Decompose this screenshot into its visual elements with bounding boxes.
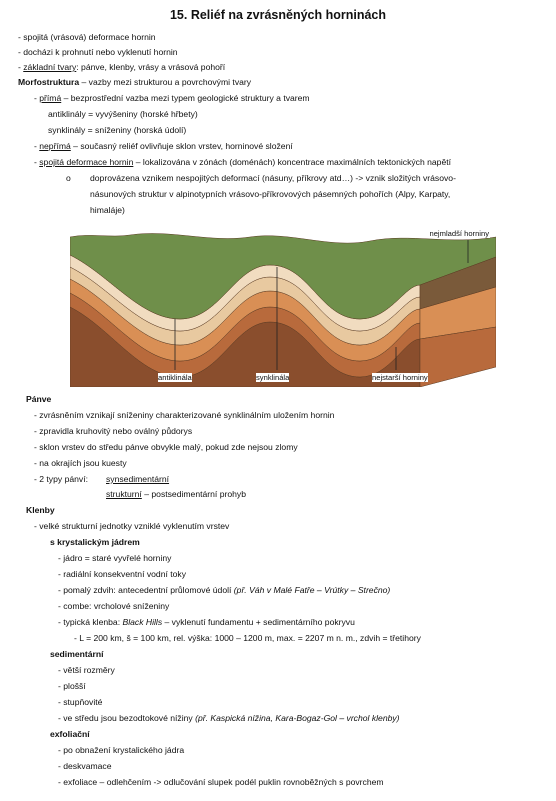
sedimentarni-heading: sedimentární: [50, 649, 104, 659]
sedimentarni-item-2: - plošší: [58, 681, 86, 691]
prima-dash: -: [34, 93, 40, 103]
basic-forms-line: [18, 62, 225, 73]
krystalicke-dimensions: - L = 200 km, š = 100 km, rel. výška: 1000 – 1200 m, max. = 2207 m n. m., zdvih = třetihory: [74, 633, 421, 643]
panve-types-prefix: - 2 typy pánví:: [34, 474, 88, 484]
prima-line: [34, 93, 310, 104]
label-youngest-rocks: nejmladší horniny: [429, 229, 489, 238]
pomaly-example: (př. Váh v Malé Fatře – Vrútky – Strečno): [233, 585, 391, 595]
typicka-example: Black Hills: [122, 617, 163, 627]
fold-block-svg: [70, 227, 496, 387]
panve-item-1: - zvrásněním vznikají sníženiny charakterizované synklinálním uložením hornin: [34, 410, 335, 420]
krystalicke-item-1: - jádro = staré vyvřelé horniny: [58, 553, 172, 563]
sedimentarni-stred-line: [58, 713, 400, 724]
intro-line-2: - docházi k prohnutí nebo vyklenutí hornin: [18, 47, 178, 57]
basic-forms-label: základní tvary: [23, 62, 77, 72]
krystalicke-pomaly-line: [58, 585, 390, 596]
fold-block-diagram: [70, 227, 496, 387]
panve-item-4: - na okrajích jsou kuesty: [34, 458, 127, 468]
label-antiklinala: antiklinála: [158, 373, 192, 382]
sedimentarni-item-3: - stupňovité: [58, 697, 103, 707]
spojita-rest: – lokalizována v zónách (doménách) koncentrace maximálních tektonických napětí: [133, 157, 452, 167]
neprima-dash: -: [34, 141, 40, 151]
intro-line-1: - spojitá (vrásová) deformace hornin: [18, 32, 156, 42]
klenby-intro: - velké strukturní jednotky vzniklé vyklenutím vrstev: [34, 521, 230, 531]
spojita-label: spojitá deformace hornin: [39, 157, 134, 167]
neprima-line: [34, 141, 293, 152]
prima-rest: – bezprostřední vazba mezi typem geologické struktury a tvarem: [61, 93, 310, 103]
spojita-dash: -: [34, 157, 40, 167]
morfostruktura-line: [18, 77, 251, 88]
stred-example: (př. Kaspická nížina, Kara-Bogaz-Gol – vrchol klenby): [195, 713, 400, 723]
synklinaly-line: synklinály = sníženiny (horská údolí): [48, 125, 187, 135]
krystalicke-combe: - combe: vrcholové sníženiny: [58, 601, 170, 611]
pomaly-prefix: - pomalý zdvih: antecedentní průlomové údolí: [58, 585, 234, 595]
antiklinaly-line: antiklinály = vyvýšeniny (horské hřbety): [48, 109, 198, 119]
spojita-line: [34, 157, 451, 168]
page-title: 15. Reliéf na zvrásněných horninách: [169, 8, 387, 22]
exfoliacni-item-2: - deskvamace: [58, 761, 112, 771]
panve-type-synsedimentarni: synsedimentární: [106, 474, 170, 484]
panve-heading: Pánve: [26, 394, 52, 404]
krystalicke-typicka-line: [58, 617, 355, 628]
exfoliacni-heading: exfoliační: [50, 729, 90, 739]
panve-type-strukturni: strukturní: [106, 489, 142, 499]
panve-item-3: - sklon vrstev do středu pánve obvykle malý, pokud zde nejsou zlomy: [34, 442, 298, 452]
exfoliacni-item-1: - po obnažení krystalického jádra: [58, 745, 185, 755]
stred-prefix: - ve středu jsou bezodtokové nížiny: [58, 713, 196, 723]
klenby-heading: Klenby: [26, 505, 55, 515]
typicka-prefix: - typická klenba:: [58, 617, 123, 627]
spojita-detail-2: násunových struktur v alpinotypních vrásovo-příkrovových pásemných pohořích (Alpy, Karpaty,: [90, 189, 451, 199]
label-synklinala: synklinála: [256, 373, 290, 382]
neprima-label: nepřímá: [39, 141, 71, 151]
spojita-detail-3: himaláje): [90, 205, 125, 215]
typicka-rest: – vyklenutí fundamentu + sedimentárního pokryvu: [162, 617, 355, 627]
basic-forms-rest: : pánve, klenby, vrásy a vrásová pohoří: [76, 62, 226, 72]
neprima-rest: – současný reliéf ovlivňuje sklon vrstev, horninové složení: [70, 141, 293, 151]
sedimentarni-item-1: - větší rozměry: [58, 665, 115, 675]
spojita-detail-1: doprovázena vznikem nespojitých deformací (násuny, příkrovy atd…) -> vznik složitých vrásovo-: [90, 173, 456, 183]
morfostruktura-rest: – vazby mezi strukturou a povrchovými tvary: [79, 77, 252, 87]
krystalicke-item-2: - radiální konsekventní vodní toky: [58, 569, 187, 579]
panve-type-strukturni-line: [106, 489, 246, 500]
morfostruktura-label: Morfostruktura: [18, 77, 80, 87]
panve-item-2: - zpravidla kruhovitý nebo oválný půdorys: [34, 426, 193, 436]
basic-forms-dash: -: [18, 62, 24, 72]
label-oldest-rocks: nejstarší horniny: [372, 373, 428, 382]
krystalicke-heading: s krystalickým jádrem: [50, 537, 140, 547]
prima-label: přímá: [39, 93, 62, 103]
bullet-icon: o: [66, 173, 71, 183]
panve-type-strukturni-rest: – postsedimentární prohyb: [141, 489, 246, 499]
exfoliacni-item-3: - exfoliace – odlehčením -> odlučování slupek podél puklin rovnoběžných s povrchem: [58, 777, 384, 787]
